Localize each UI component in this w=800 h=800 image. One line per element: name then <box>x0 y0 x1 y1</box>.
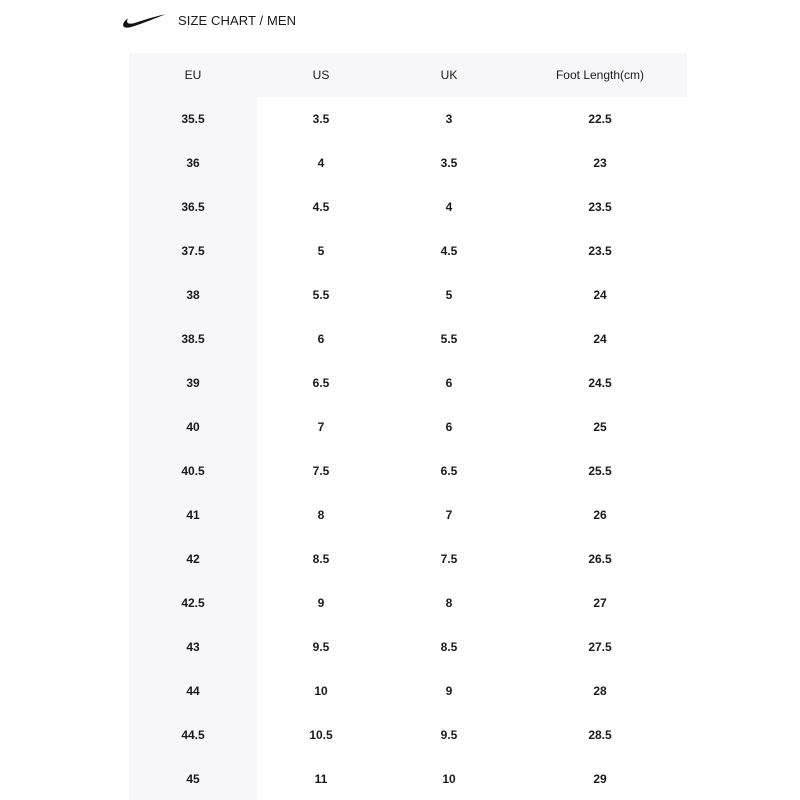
table-row <box>129 581 687 625</box>
us-cell: 7 <box>317 420 325 434</box>
column-header-foot-length: Foot Length(cm) <box>555 68 645 82</box>
table-row <box>129 361 687 405</box>
column-header-uk: UK <box>440 68 458 82</box>
foot-length-cell: 27.5 <box>588 640 612 654</box>
us-cell: 6 <box>317 332 325 346</box>
foot-length-cell: 28.5 <box>588 728 612 742</box>
uk-cell: 6.5 <box>440 464 458 478</box>
eu-cell: 43 <box>186 640 200 654</box>
us-cell: 6.5 <box>312 376 330 390</box>
foot-length-cell: 23 <box>593 156 607 170</box>
size-table <box>129 53 687 800</box>
header <box>122 8 296 32</box>
foot-length-cell: 22.5 <box>588 112 612 126</box>
us-cell: 10.5 <box>309 728 333 742</box>
us-cell: 7.5 <box>312 464 330 478</box>
uk-cell: 4 <box>445 200 453 214</box>
table-row <box>129 449 687 493</box>
foot-length-cell: 27 <box>593 596 607 610</box>
table-row <box>129 317 687 361</box>
table-row <box>129 273 687 317</box>
table-header-row <box>129 53 687 97</box>
uk-cell: 9.5 <box>440 728 458 742</box>
foot-length-cell: 29 <box>593 772 607 786</box>
uk-cell: 9 <box>445 684 453 698</box>
uk-cell: 3.5 <box>440 156 458 170</box>
uk-cell: 7 <box>445 508 453 522</box>
eu-cell: 38.5 <box>181 332 205 346</box>
foot-length-cell: 28 <box>593 684 607 698</box>
us-cell: 3.5 <box>312 112 330 126</box>
swoosh-logo-icon <box>122 11 166 29</box>
table-row <box>129 669 687 713</box>
eu-cell: 40.5 <box>181 464 205 478</box>
uk-cell: 3 <box>445 112 453 126</box>
table-row <box>129 625 687 669</box>
foot-length-cell: 24.5 <box>588 376 612 390</box>
eu-cell: 36.5 <box>181 200 205 214</box>
table-row <box>129 757 687 800</box>
foot-length-cell: 25.5 <box>588 464 612 478</box>
uk-cell: 7.5 <box>440 552 458 566</box>
table-row <box>129 229 687 273</box>
table-row <box>129 97 687 141</box>
eu-cell: 42 <box>186 552 200 566</box>
eu-cell: 35.5 <box>181 112 205 126</box>
foot-length-cell: 26 <box>593 508 607 522</box>
uk-cell: 10 <box>442 772 456 786</box>
uk-cell: 4.5 <box>440 244 458 258</box>
column-header-us: US <box>312 68 330 82</box>
table-row <box>129 713 687 757</box>
eu-cell: 36 <box>186 156 200 170</box>
eu-cell: 44.5 <box>181 728 205 742</box>
us-cell: 10 <box>314 684 328 698</box>
uk-cell: 8.5 <box>440 640 458 654</box>
eu-cell: 42.5 <box>181 596 205 610</box>
eu-cell: 37.5 <box>181 244 205 258</box>
us-cell: 11 <box>314 772 328 786</box>
eu-cell: 45 <box>186 772 200 786</box>
table-row <box>129 185 687 229</box>
us-cell: 9.5 <box>312 640 330 654</box>
us-cell: 5.5 <box>312 288 330 302</box>
table-row <box>129 141 687 185</box>
eu-cell: 44 <box>186 684 200 698</box>
us-cell: 8 <box>317 508 325 522</box>
foot-length-cell: 23.5 <box>588 244 612 258</box>
table-row <box>129 537 687 581</box>
us-cell: 4 <box>317 156 325 170</box>
uk-cell: 5.5 <box>440 332 458 346</box>
uk-cell: 8 <box>445 596 453 610</box>
uk-cell: 5 <box>445 288 453 302</box>
us-cell: 4.5 <box>312 200 330 214</box>
page-title: SIZE CHART / MEN <box>178 12 297 28</box>
eu-cell: 41 <box>186 508 200 522</box>
foot-length-cell: 24 <box>593 332 607 346</box>
table-body <box>129 97 687 800</box>
foot-length-cell: 23.5 <box>588 200 612 214</box>
us-cell: 8.5 <box>312 552 330 566</box>
uk-cell: 6 <box>445 420 453 434</box>
us-cell: 5 <box>317 244 325 258</box>
eu-cell: 38 <box>186 288 200 302</box>
us-cell: 9 <box>317 596 325 610</box>
foot-length-cell: 26.5 <box>588 552 612 566</box>
foot-length-cell: 25 <box>593 420 607 434</box>
eu-cell: 40 <box>186 420 200 434</box>
uk-cell: 6 <box>445 376 453 390</box>
column-header-eu: EU <box>184 68 202 82</box>
eu-cell: 39 <box>186 376 200 390</box>
table-row <box>129 493 687 537</box>
table-row <box>129 405 687 449</box>
foot-length-cell: 24 <box>593 288 607 302</box>
